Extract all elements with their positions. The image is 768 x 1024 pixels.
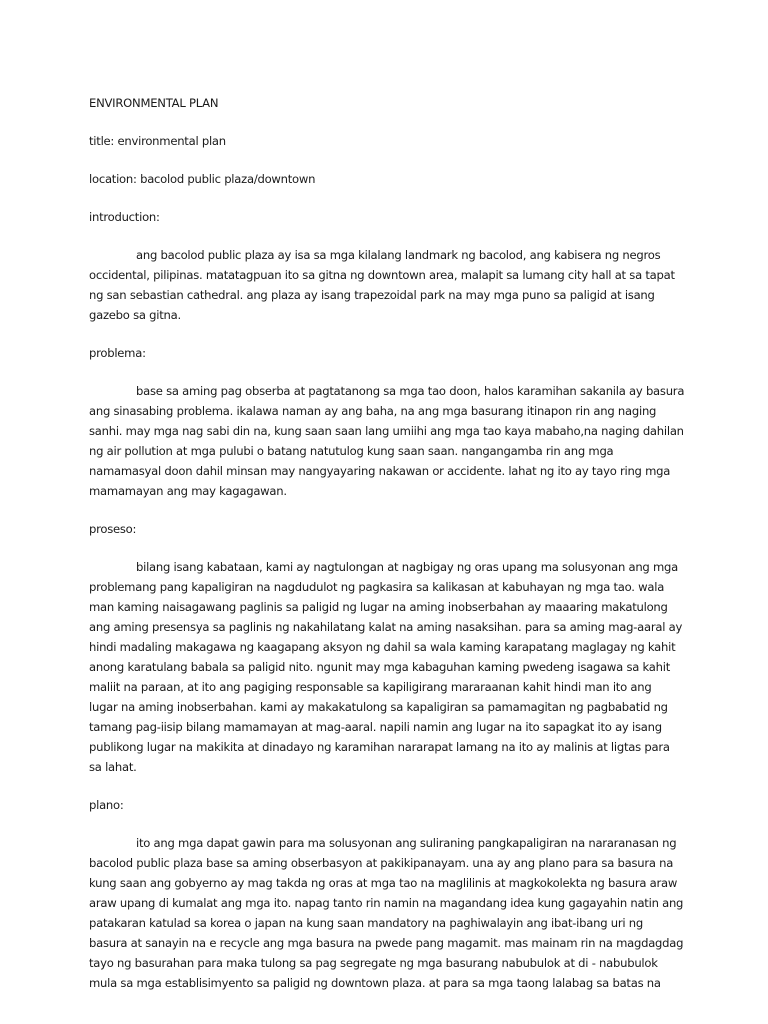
paragraph-line: tamang pag-iisip bilang mamamayan at mag-aaral. napili namin ang lugar na ito sapagkat ito ay isang xyxy=(89,720,662,734)
paragraph-line: ang sinasabing problema. ikalawa naman ay ang baha, na ang mga basurang itinapon rin ang naging xyxy=(89,404,657,418)
paragraph-line: sa lahat. xyxy=(89,760,137,774)
paragraph-line: publikong lugar na makikita at dinadayo ng karamihan nararapat lamang na ito ay malinis at ligtas para xyxy=(89,740,670,754)
paragraph-line: sanhi. may mga nag sabi din na, kung saan saan lang umiihi ang mga tao kaya mabaho,na naging dahilan xyxy=(89,424,684,438)
section-label-plano: plano: xyxy=(89,798,124,812)
paragraph-line: ang aming presensya sa paglinis ng nakahilatang kalat na aming nasaksihan. para sa aming mag-aaral ay xyxy=(89,620,683,634)
paragraph-line: hindi madaling makagawa ng kaagapang aksyon ng dahil sa wala kaming karapatang maglagay ng kahit xyxy=(89,640,676,654)
section-label-introduction: introduction: xyxy=(89,210,160,224)
paragraph-line: lugar na aming inobserbahan. kami ay makakatulong sa kapaligiran sa pamamagitan ng pagbabatid ng xyxy=(89,700,668,714)
section-body-introduction xyxy=(89,245,675,325)
section-body-problema xyxy=(89,381,685,501)
location-line: location: bacolod public plaza/downtown xyxy=(89,172,316,186)
paragraph-line: ng san sebastian cathedral. ang plaza ay isang trapezoidal park na may mga puno sa paligid at isang xyxy=(89,288,655,302)
section-label-problema: problema: xyxy=(89,346,146,360)
document-heading: ENVIRONMENTAL PLAN xyxy=(89,96,219,110)
title-line: title: environmental plan xyxy=(89,134,226,148)
section-label-proseso: proseso: xyxy=(89,522,137,536)
paragraph-line: maliit na paraan, at ito ang pagiging responsable sa kapiligirang mararaanan kahit hindi man ito ang xyxy=(89,680,652,694)
paragraph-line: problemang pang kapaligiran na nagdudulot ng pagkasira sa kalikasan at kabuhayan ng mga tao. wala xyxy=(89,580,665,594)
paragraph-line: anong karatulang babala sa paligid nito. ngunit may mga kabaguhan kaming pwedeng isagawa sa kahit xyxy=(89,660,671,674)
paragraph-line: mamamayan ang may kagagawan. xyxy=(89,484,287,498)
paragraph-line: basura at sanayin na e recycle ang mga basura na pwede pang magamit. mas mainam rin na magdagdag xyxy=(89,936,684,950)
section-body-plano xyxy=(89,833,684,993)
document-page xyxy=(89,93,685,993)
paragraph-line: ng air pollution at mga pulubi o batang natutulog kung saan saan. nangangamba rin ang mga xyxy=(89,444,614,458)
paragraph-line: occidental, pilipinas. matatagpuan ito sa gitna ng downtown area, malapit sa lumang city hall at sa tapat xyxy=(89,268,675,282)
section-body-proseso xyxy=(89,557,683,777)
paragraph-line: kung saan ang gobyerno ay mag takda ng oras at mga tao na maglilinis at magkokolekta ng basura araw xyxy=(89,876,678,890)
paragraph-line: bilang isang kabataan, kami ay nagtulongan at nagbigay ng oras upang ma solusyonan ang mga xyxy=(136,560,678,574)
paragraph-line: bacolod public plaza base sa aming obserbasyon at pakikipanayam. una ay ang plano para sa basura na xyxy=(89,856,674,870)
paragraph-line: mula sa mga establisimyento sa paligid ng downtown plaza. at para sa mga taong lalabag sa batas na xyxy=(89,976,661,990)
paragraph-line: gazebo sa gitna. xyxy=(89,308,181,322)
paragraph-line: araw upang di kumalat ang mga ito. napag tanto rin namin na magandang idea kung gagayahin natin ang xyxy=(89,896,684,910)
paragraph-line: namamasyal doon dahil minsan may nangyayaring nakawan or accidente. lahat ng ito ay tayo ring mga xyxy=(89,464,671,478)
paragraph-line: ang bacolod public plaza ay isa sa mga kilalang landmark ng bacolod, ang kabisera ng negros xyxy=(136,248,661,262)
paragraph-line: tayo ng basurahan para maka tulong sa pag segregate ng mga basurang nabubulok at di - nabubulok xyxy=(89,956,658,970)
paragraph-line: patakaran katulad sa korea o japan na kung saan mandatory na paghiwalayin ang ibat-ibang uri ng xyxy=(89,916,643,930)
paragraph-line: base sa aming pag obserba at pagtatanong sa mga tao doon, halos karamihan sakanila ay basura xyxy=(136,384,685,398)
paragraph-line: man kaming naisagawang paglinis sa paligid ng lugar na aming inobserbahan ay maaaring makatulong xyxy=(89,600,668,614)
paragraph-line: ito ang mga dapat gawin para ma solusyonan ang suliraning pangkapaligiran na nararanasan ng xyxy=(136,836,677,850)
